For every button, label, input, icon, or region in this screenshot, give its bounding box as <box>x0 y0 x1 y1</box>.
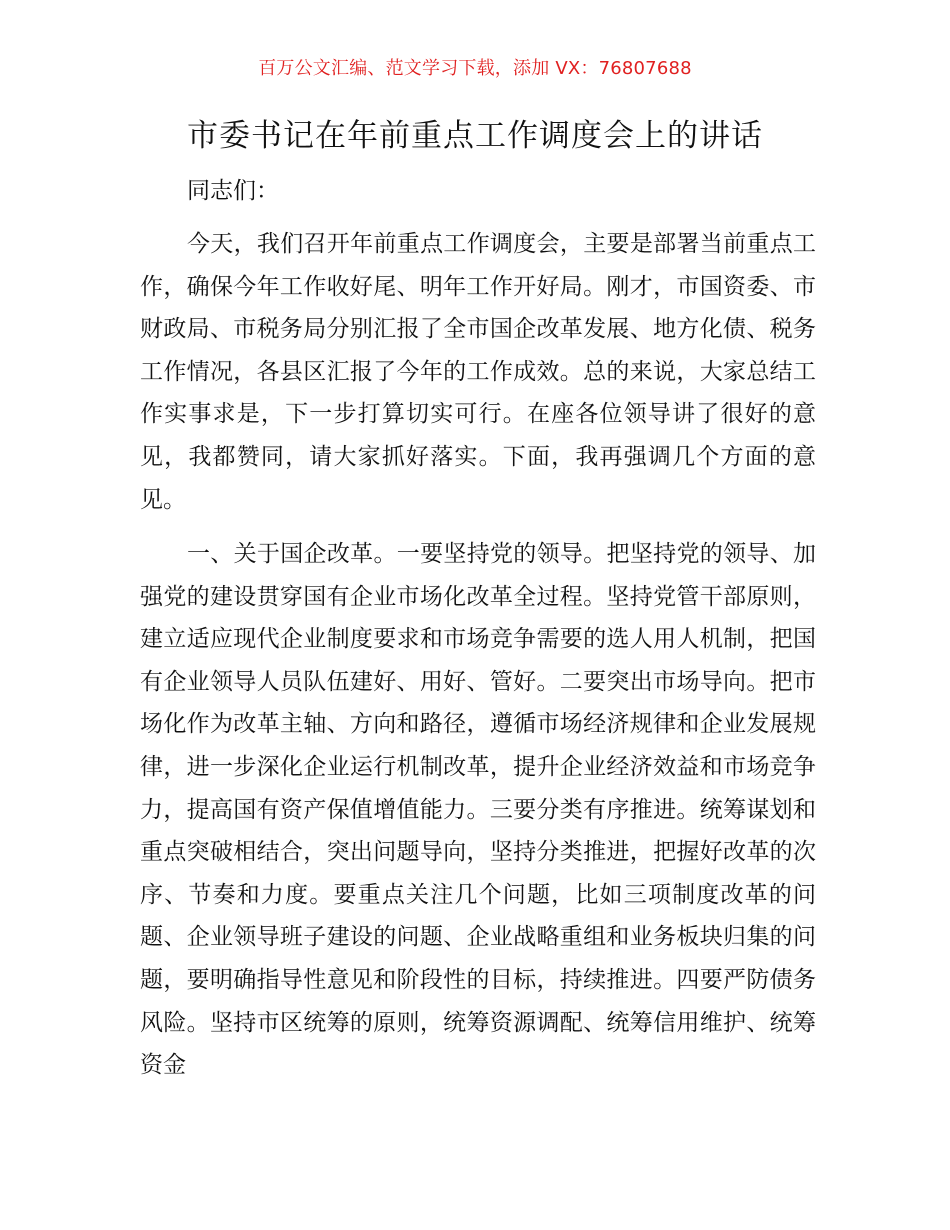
body-paragraph-2: 一、关于国企改革。一要坚持党的领导。把坚持党的领导、加强党的建设贯穿国有企业市场化改革全过程。坚持党管干部原则，建立适应现代企业制度要求和市场竞争需要的选人用人机制，把国有企业领导人员队伍建好、用好、管好。二要突出市场导向。把市场化作为改革主轴、方向和路径，遵循市场经济规律和企业发展规律，进一步深化企业运行机制改革，提升企业经济效益和市场竞争力，提高国有资产保值增值能力。三要分类有序推进。统筹谋划和重点突破相结合，突出问题导向，坚持分类推进，把握好改革的次序、节奏和力度。要重点关注几个问题，比如三项制度改革的问题、企业领导班子建设的问题、企业战略重组和业务板块归集的问题，要明确指导性意见和阶段性的目标，持续推进。四要严防债务风险。坚持市区统筹的原则，统筹资源调配、统筹信用维护、统筹资金 <box>140 541 816 1079</box>
greeting-line: 同志们： <box>187 178 279 204</box>
header-promo-note: 百万公文汇编、范文学习下载，添加 VX：76807688 <box>258 58 692 79</box>
document-title: 市委书记在年前重点工作调度会上的讲话 <box>187 118 763 154</box>
body-paragraph-1: 今天，我们召开年前重点工作调度会，主要是部署当前重点工作，确保今年工作收好尾、明年工作开好局。刚才，市国资委、市财政局、市税务局分别汇报了全市国企改革发展、地方化债、税务工作情况，各县区汇报了今年的工作成效。总的来说，大家总结工作实事求是，下一步打算切实可行。在座各位领导讲了很好的意见，我都赞同，请大家抓好落实。下面，我再强调几个方面的意见。 <box>140 231 816 513</box>
